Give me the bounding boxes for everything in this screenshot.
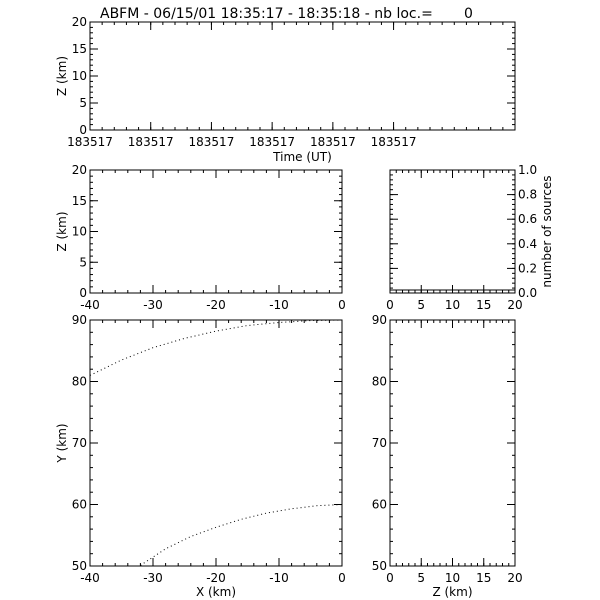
y-tick-label: 15	[71, 42, 87, 56]
series-line-0	[90, 320, 342, 375]
y-tick-label: 1.0	[518, 163, 538, 177]
x_z-frame	[90, 170, 342, 293]
y-tick-label: 15	[71, 193, 87, 208]
x-tick-label: 183517	[370, 135, 417, 149]
y-tick-label: 90	[71, 313, 87, 327]
y-tick-label: 0.0	[518, 286, 538, 300]
x-tick-label: 0	[386, 571, 394, 585]
time_height-frame	[90, 22, 515, 130]
x-tick-label: -30	[143, 571, 163, 585]
y-axis-label: Z (km)	[55, 211, 69, 252]
x-tick-label: 20	[507, 571, 523, 585]
x-tick-label: -40	[80, 571, 100, 585]
x-tick-label: 0	[338, 571, 346, 585]
figure-title: ABFM - 06/15/01 18:35:17 - 18:35:18 - nb loc.= 0	[100, 6, 473, 22]
series-line-1	[140, 505, 342, 566]
y-axis-label: Y (km)	[55, 423, 69, 463]
y-tick-label: 70	[371, 436, 387, 450]
x-tick-label: 5	[417, 571, 426, 585]
y-tick-label: 0.2	[518, 261, 538, 276]
y-tick-label: 20	[71, 163, 87, 177]
y-tick-label: 0	[79, 123, 87, 137]
y-tick-label: 60	[71, 497, 87, 512]
x_y_map-frame	[90, 320, 342, 566]
y-tick-label: 5	[79, 96, 87, 110]
y-tick-label: 10	[71, 69, 87, 83]
x-axis-label: Time (UT)	[273, 150, 332, 164]
x-tick-label: 15	[476, 298, 492, 312]
z_histogram-frame	[390, 170, 515, 293]
y-tick-label: 80	[371, 374, 387, 389]
x-axis-label: X (km)	[195, 585, 237, 599]
y-tick-label: 0.4	[518, 236, 538, 251]
x-tick-label: -30	[143, 298, 163, 312]
x-tick-label: 183517	[188, 135, 235, 149]
x-tick-label: 183517	[67, 135, 113, 149]
x-tick-label: 10	[444, 571, 461, 585]
x-tick-label: 183517	[309, 135, 356, 149]
y-tick-label: 70	[71, 436, 87, 450]
y-tick-label: 0	[79, 286, 87, 300]
y-tick-label: 20	[71, 15, 87, 29]
x-tick-label: 183517	[249, 135, 296, 149]
x-tick-label: 5	[417, 298, 426, 312]
x-tick-label: 183517	[127, 135, 174, 149]
z_y-frame	[390, 320, 515, 566]
x-tick-label: -10	[269, 298, 289, 312]
y-tick-label: 50	[71, 559, 87, 573]
x-tick-label: 15	[476, 571, 492, 585]
x-tick-label: 20	[507, 298, 523, 312]
x-tick-label: 0	[338, 298, 346, 312]
y-tick-label: 0.8	[518, 187, 538, 202]
y-tick-label: 10	[71, 224, 87, 239]
y-tick-label: 0.6	[518, 212, 538, 227]
x-axis-label: Z (km)	[432, 585, 473, 599]
y-tick-label: 50	[371, 559, 387, 573]
x-tick-label: 10	[444, 298, 461, 312]
y-tick-label: 5	[79, 255, 87, 270]
y-tick-label: 60	[371, 497, 387, 512]
y-axis-label: Z (km)	[55, 55, 69, 97]
y-tick-label: 90	[371, 313, 387, 327]
y-axis-label: number of sources	[540, 175, 554, 288]
x-tick-label: -10	[269, 571, 289, 585]
y-tick-label: 80	[71, 374, 87, 389]
x-tick-label: -20	[206, 298, 226, 312]
x-tick-label: -20	[206, 571, 226, 585]
x-tick-label: -40	[80, 298, 100, 312]
x-tick-label: 0	[386, 298, 394, 312]
